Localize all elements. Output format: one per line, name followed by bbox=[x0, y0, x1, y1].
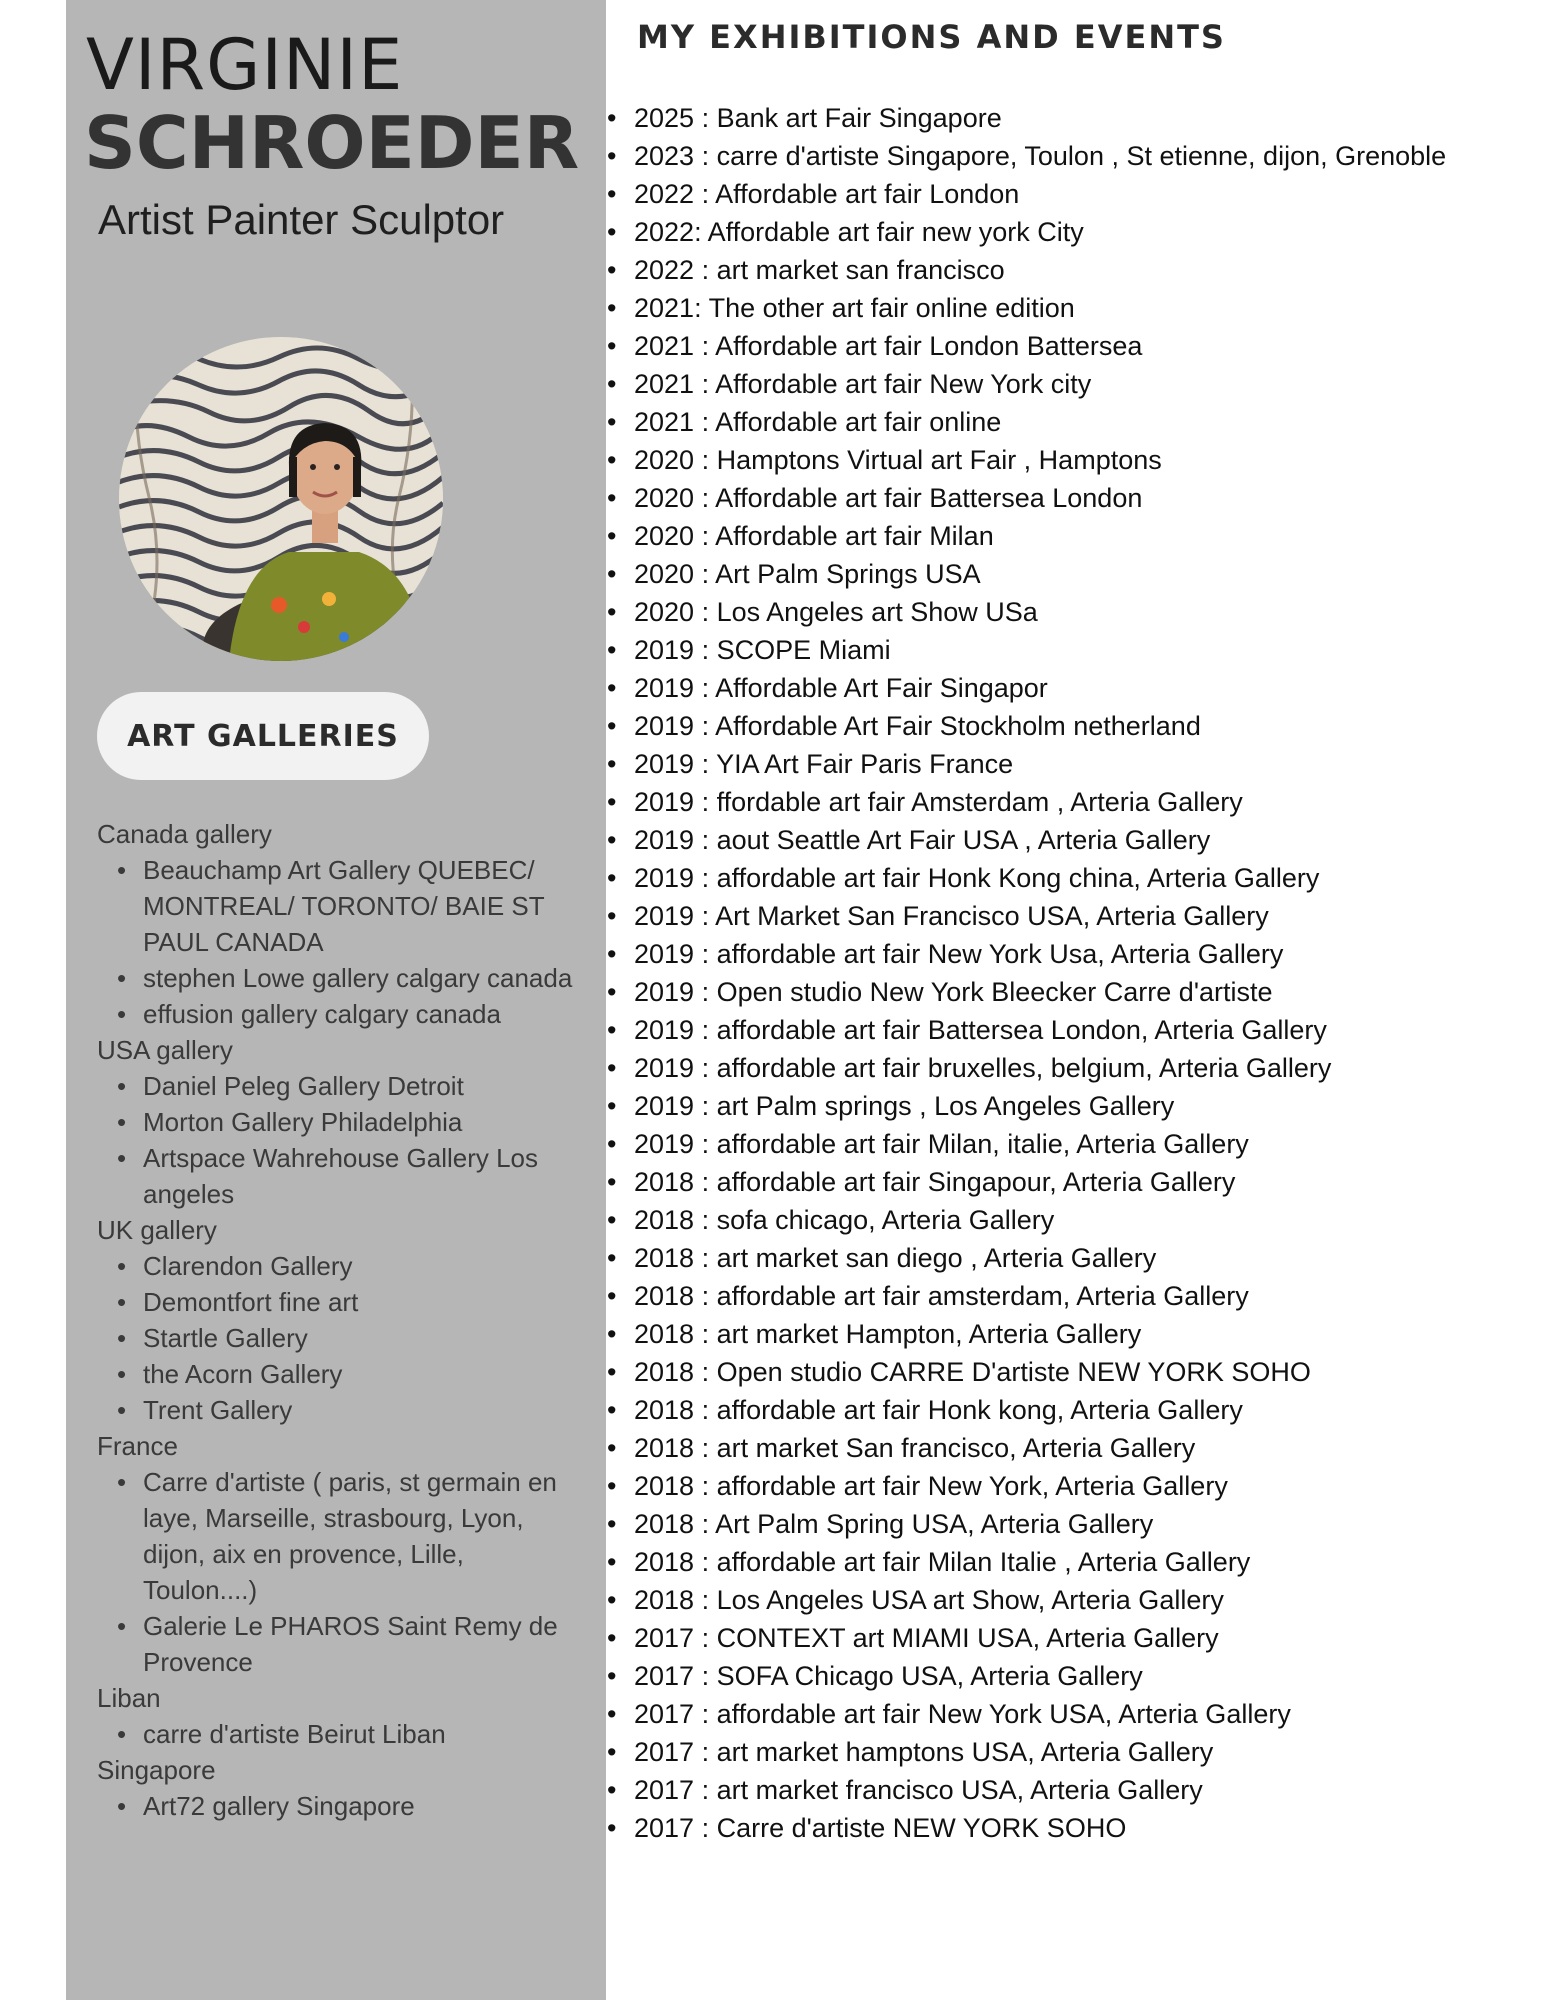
gallery-item: • Daniel Peleg Gallery Detroit bbox=[143, 1068, 577, 1104]
exhibition-item: • 2017 : art market francisco USA, Arteria Gallery bbox=[634, 1771, 1514, 1809]
exhibition-item: • 2018 : sofa chicago, Arteria Gallery bbox=[634, 1201, 1514, 1239]
exhibition-item: • 2019 : art Palm springs , Los Angeles Gallery bbox=[634, 1087, 1514, 1125]
artist-last-name: SCHROEDER bbox=[84, 101, 580, 185]
exhibition-item: • 2021: The other art fair online edition bbox=[634, 289, 1514, 327]
exhibition-item: • 2022: Affordable art fair new york City bbox=[634, 213, 1514, 251]
exhibition-item: • 2018 : art market san diego , Arteria Gallery bbox=[634, 1239, 1514, 1277]
exhibition-item: • 2020 : Los Angeles art Show USa bbox=[634, 593, 1514, 631]
exhibition-item: • 2019 : affordable art fair Battersea London, Arteria Gallery bbox=[634, 1011, 1514, 1049]
gallery-item: • Carre d'artiste ( paris, st germain en laye, Marseille, strasbourg, Lyon, dijon, aix en provence, Lille, Toulon....) bbox=[143, 1464, 577, 1608]
country-label-singapore: Singapore bbox=[97, 1755, 216, 1785]
exhibition-item: • 2017 : affordable art fair New York USA, Arteria Gallery bbox=[634, 1695, 1514, 1733]
exhibition-item: • 2020 : Affordable art fair Battersea London bbox=[634, 479, 1514, 517]
exhibition-item: • 2021 : Affordable art fair New York city bbox=[634, 365, 1514, 403]
exhibition-item: • 2018 : Los Angeles USA art Show, Arteria Gallery bbox=[634, 1581, 1514, 1619]
exhibitions-list bbox=[634, 99, 1514, 1847]
exhibition-item: • 2021 : Affordable art fair London Battersea bbox=[634, 327, 1514, 365]
exhibition-item: • 2018 : affordable art fair amsterdam, Arteria Gallery bbox=[634, 1277, 1514, 1315]
exhibition-item: • 2018 : affordable art fair Honk kong, Arteria Gallery bbox=[634, 1391, 1514, 1429]
exhibition-item: • 2021 : Affordable art fair online bbox=[634, 403, 1514, 441]
exhibition-item: • 2019 : SCOPE Miami bbox=[634, 631, 1514, 669]
exhibition-item: • 2018 : Art Palm Spring USA, Arteria Gallery bbox=[634, 1505, 1514, 1543]
exhibition-item: • 2018 : art market Hampton, Arteria Gallery bbox=[634, 1315, 1514, 1353]
artist-subtitle: Artist Painter Sculptor bbox=[98, 196, 505, 243]
exhibition-item: • 2020 : Affordable art fair Milan bbox=[634, 517, 1514, 555]
exhibition-item: • 2018 : Open studio CARRE D'artiste NEW YORK SOHO bbox=[634, 1353, 1514, 1391]
exhibition-item: • 2022 : art market san francisco bbox=[634, 251, 1514, 289]
art-galleries-heading: ART GALLERIES bbox=[97, 692, 429, 780]
exhibition-item: • 2019 : YIA Art Fair Paris France bbox=[634, 745, 1514, 783]
country-label-france: France bbox=[97, 1431, 178, 1461]
gallery-item: • Art72 gallery Singapore bbox=[143, 1788, 577, 1824]
gallery-item: • stephen Lowe gallery calgary canada bbox=[143, 960, 577, 996]
gallery-item: • Clarendon Gallery bbox=[143, 1248, 577, 1284]
country-label-uk: UK gallery bbox=[97, 1215, 217, 1245]
country-label-liban: Liban bbox=[97, 1683, 161, 1713]
exhibition-item: • 2019 : Art Market San Francisco USA, Arteria Gallery bbox=[634, 897, 1514, 935]
gallery-item: • Demontfort fine art bbox=[143, 1284, 577, 1320]
artist-portrait-photo bbox=[119, 337, 443, 661]
exhibition-item: • 2017 : Carre d'artiste NEW YORK SOHO bbox=[634, 1809, 1514, 1847]
exhibition-item: • 2018 : affordable art fair Singapour, Arteria Gallery bbox=[634, 1163, 1514, 1201]
exhibition-item: • 2018 : art market San francisco, Arteria Gallery bbox=[634, 1429, 1514, 1467]
exhibition-item: • 2019 : affordable art fair New York Usa, Arteria Gallery bbox=[634, 935, 1514, 973]
gallery-item: • Morton Gallery Philadelphia bbox=[143, 1104, 577, 1140]
gallery-item: • Startle Gallery bbox=[143, 1320, 577, 1356]
exhibition-item: • 2017 : art market hamptons USA, Arteria Gallery bbox=[634, 1733, 1514, 1771]
exhibition-item: • 2020 : Hamptons Virtual art Fair , Hamptons bbox=[634, 441, 1514, 479]
gallery-item: • effusion gallery calgary canada bbox=[143, 996, 577, 1032]
country-label-usa: USA gallery bbox=[97, 1035, 233, 1065]
exhibition-item: • 2019 : affordable art fair Honk Kong china, Arteria Gallery bbox=[634, 859, 1514, 897]
gallery-item: • carre d'artiste Beirut Liban bbox=[143, 1716, 577, 1752]
gallery-item: • Trent Gallery bbox=[143, 1392, 577, 1428]
exhibitions-heading: MY EXHIBITIONS AND EVENTS bbox=[637, 18, 1226, 56]
exhibition-item: • 2022 : Affordable art fair London bbox=[634, 175, 1514, 213]
exhibition-item: • 2019 : ffordable art fair Amsterdam , Arteria Gallery bbox=[634, 783, 1514, 821]
exhibition-item: • 2017 : CONTEXT art MIAMI USA, Arteria Gallery bbox=[634, 1619, 1514, 1657]
exhibition-item: • 2019 : affordable art fair bruxelles, belgium, Arteria Gallery bbox=[634, 1049, 1514, 1087]
exhibition-item: • 2018 : affordable art fair New York, Arteria Gallery bbox=[634, 1467, 1514, 1505]
exhibition-item: • 2023 : carre d'artiste Singapore, Toulon , St etienne, dijon, Grenoble bbox=[634, 137, 1514, 175]
exhibition-item: • 2020 : Art Palm Springs USA bbox=[634, 555, 1514, 593]
galleries-list bbox=[97, 816, 577, 1824]
country-label-canada: Canada gallery bbox=[97, 819, 272, 849]
exhibition-item: • 2019 : aout Seattle Art Fair USA , Arteria Gallery bbox=[634, 821, 1514, 859]
artist-first-name: VIRGINIE bbox=[86, 24, 404, 106]
gallery-item: • Beauchamp Art Gallery QUEBEC/ MONTREAL/ TORONTO/ BAIE ST PAUL CANADA bbox=[143, 852, 577, 960]
gallery-item: • Galerie Le PHAROS Saint Remy de Provence bbox=[143, 1608, 577, 1680]
exhibition-item: • 2018 : affordable art fair Milan Italie , Arteria Gallery bbox=[634, 1543, 1514, 1581]
gallery-item: • the Acorn Gallery bbox=[143, 1356, 577, 1392]
exhibition-item: • 2019 : affordable art fair Milan, italie, Arteria Gallery bbox=[634, 1125, 1514, 1163]
gallery-item: • Artspace Wahrehouse Gallery Los angeles bbox=[143, 1140, 577, 1212]
exhibition-item: • 2019 : Affordable Art Fair Stockholm netherland bbox=[634, 707, 1514, 745]
exhibition-item: • 2025 : Bank art Fair Singapore bbox=[634, 99, 1514, 137]
exhibition-item: • 2019 : Affordable Art Fair Singapor bbox=[634, 669, 1514, 707]
exhibition-item: • 2017 : SOFA Chicago USA, Arteria Gallery bbox=[634, 1657, 1514, 1695]
exhibition-item: • 2019 : Open studio New York Bleecker Carre d'artiste bbox=[634, 973, 1514, 1011]
